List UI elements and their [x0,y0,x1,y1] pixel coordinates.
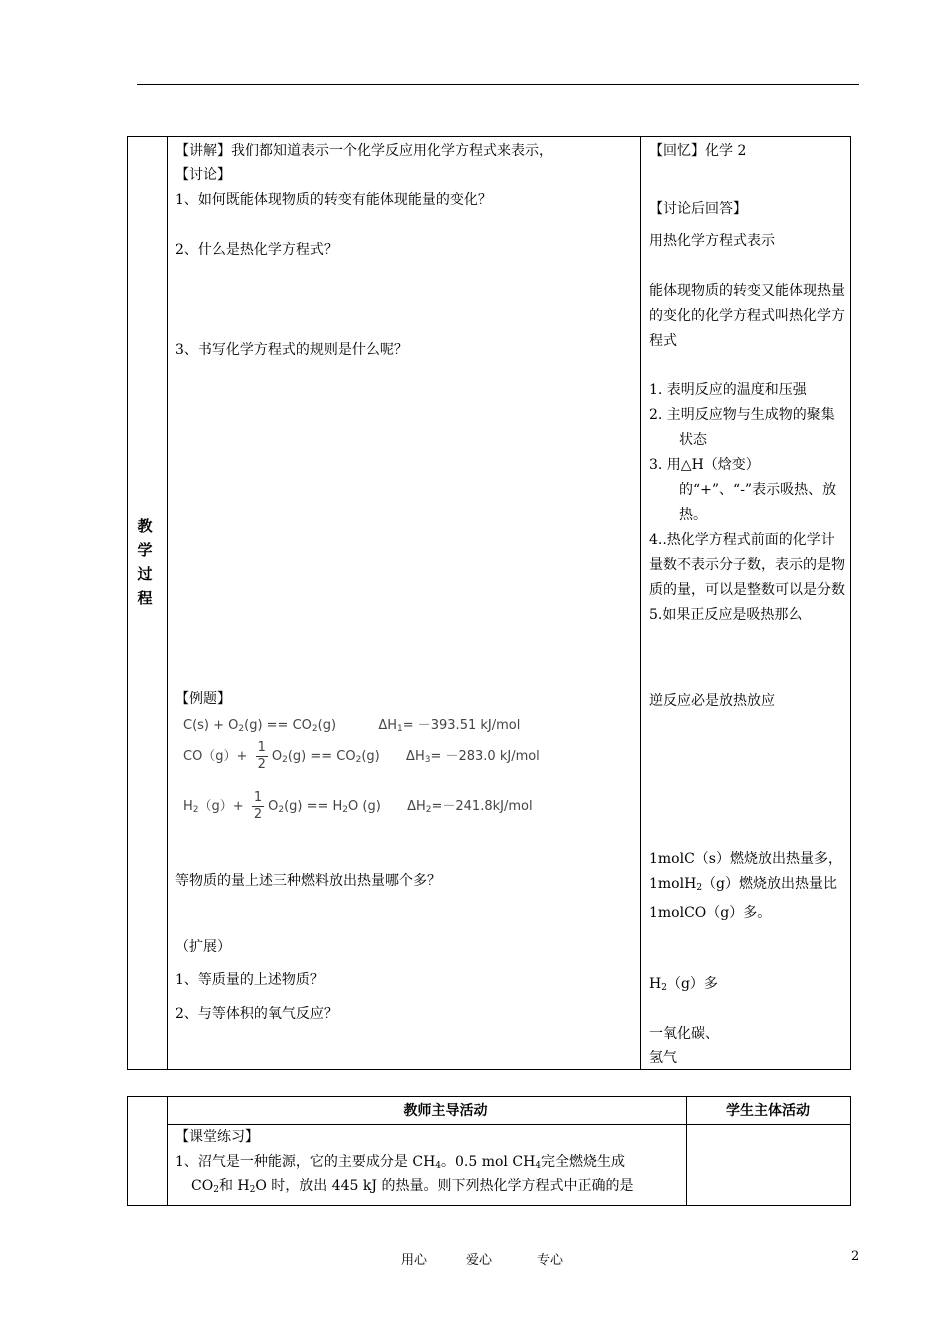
recall-text: 【回忆】化学 2 [649,143,747,159]
discuss-heading: 【讨论】 [175,167,231,183]
rules-list [649,378,845,628]
extend-question-2: 2、与等体积的氧气反应？ [175,1006,338,1022]
rule-5: 5.如果正反应是吸热那么 [649,607,803,623]
rule-5-cont: 逆反应必是放热放应 [649,693,775,709]
equation-1: $C(s) + O_2(g) == CO_2(g)$ $\Delta H_1= -393.51$ kJ/mol [183,718,521,734]
question-1: 1、如何既能体现物质的转变有能体现能量的变化？ [175,192,492,208]
explain-text: 【讲解】我们都知道表示一个化学反应用化学方程式来表示， [175,143,553,159]
side-label: 教 学 过 程 [137,517,153,607]
equation-2: CO（g）+ $\frac{1}{2}$ $O_2(g) == CO_2(g)$ $\Delta H_3= -283.0$ kJ/mol [183,740,540,772]
answer-extend-2b: 氢气 [649,1050,677,1066]
exercise-1-line-1: 1、沼气是一种能源，它的主要成分是 $CH_4$。0.5 mol $CH_4$完全燃烧生成 [175,1154,626,1171]
extend-heading: （扩展） [175,939,231,955]
after-discuss-heading: 【讨论后回答】 [649,201,747,217]
rule-3: 3. 用△H（焓变）的“+”、“-”表示吸热、放热。 [649,457,837,523]
equation-3: $H_2(g)+$ $\frac{1}{2}$ $O_2(g) == H_2O$ (g) $\Delta H_2=-241.8kJ$/mol [183,790,533,822]
answer-1: 用热化学方程式表示 [649,233,775,249]
question-heat: 等物质的量上述三种燃料放出热量哪个多？ [175,873,441,889]
answer-extend-1: $H_2(g)$多 [649,976,718,993]
footer-right: 专心 [537,1253,564,1268]
rule-4: 4..热化学方程式前面的化学计量数不表示分子数，表示的是物质的量，可以是整数可以是分数 [649,532,845,598]
exercise-heading: 【课堂练习】 [175,1129,259,1145]
header-rule [137,84,859,85]
example-heading: 【例题】 [175,691,231,707]
header-student: 学生主体活动 [726,1103,810,1119]
footer-left: 用心 [401,1253,428,1268]
exercise-1-line-2: $CO_2$和 $H_2O$ 时，放出 445 kJ 的热量。则下列热化学方程式中正确的是 [191,1178,634,1195]
extend-question-1: 1、等质量的上述物质？ [175,972,324,988]
question-3: 3、书写化学方程式的规则是什么呢？ [175,342,408,358]
answer-question: 1molC（s）燃烧放出热量多，1molH$_2$（g）燃烧放出热量比 1molCO（g）多。 [649,851,842,921]
question-2: 2、什么是热化学方程式？ [175,242,338,258]
footer-middle: 爱心 [466,1253,493,1268]
answer-extend-2a: 一氧化碳、 [649,1026,719,1042]
header-teacher: 教师主导活动 [403,1103,488,1119]
rule-1: 1. 表明反应的温度和压强 [649,382,807,398]
answer-2: 能体现物质的转变又能体现热量的变化的化学方程式叫热化学方程式 [649,283,845,349]
rule-2: 2. 主明反应物与生成物的聚集状态 [649,407,835,448]
page-number: 2 [851,1249,860,1264]
